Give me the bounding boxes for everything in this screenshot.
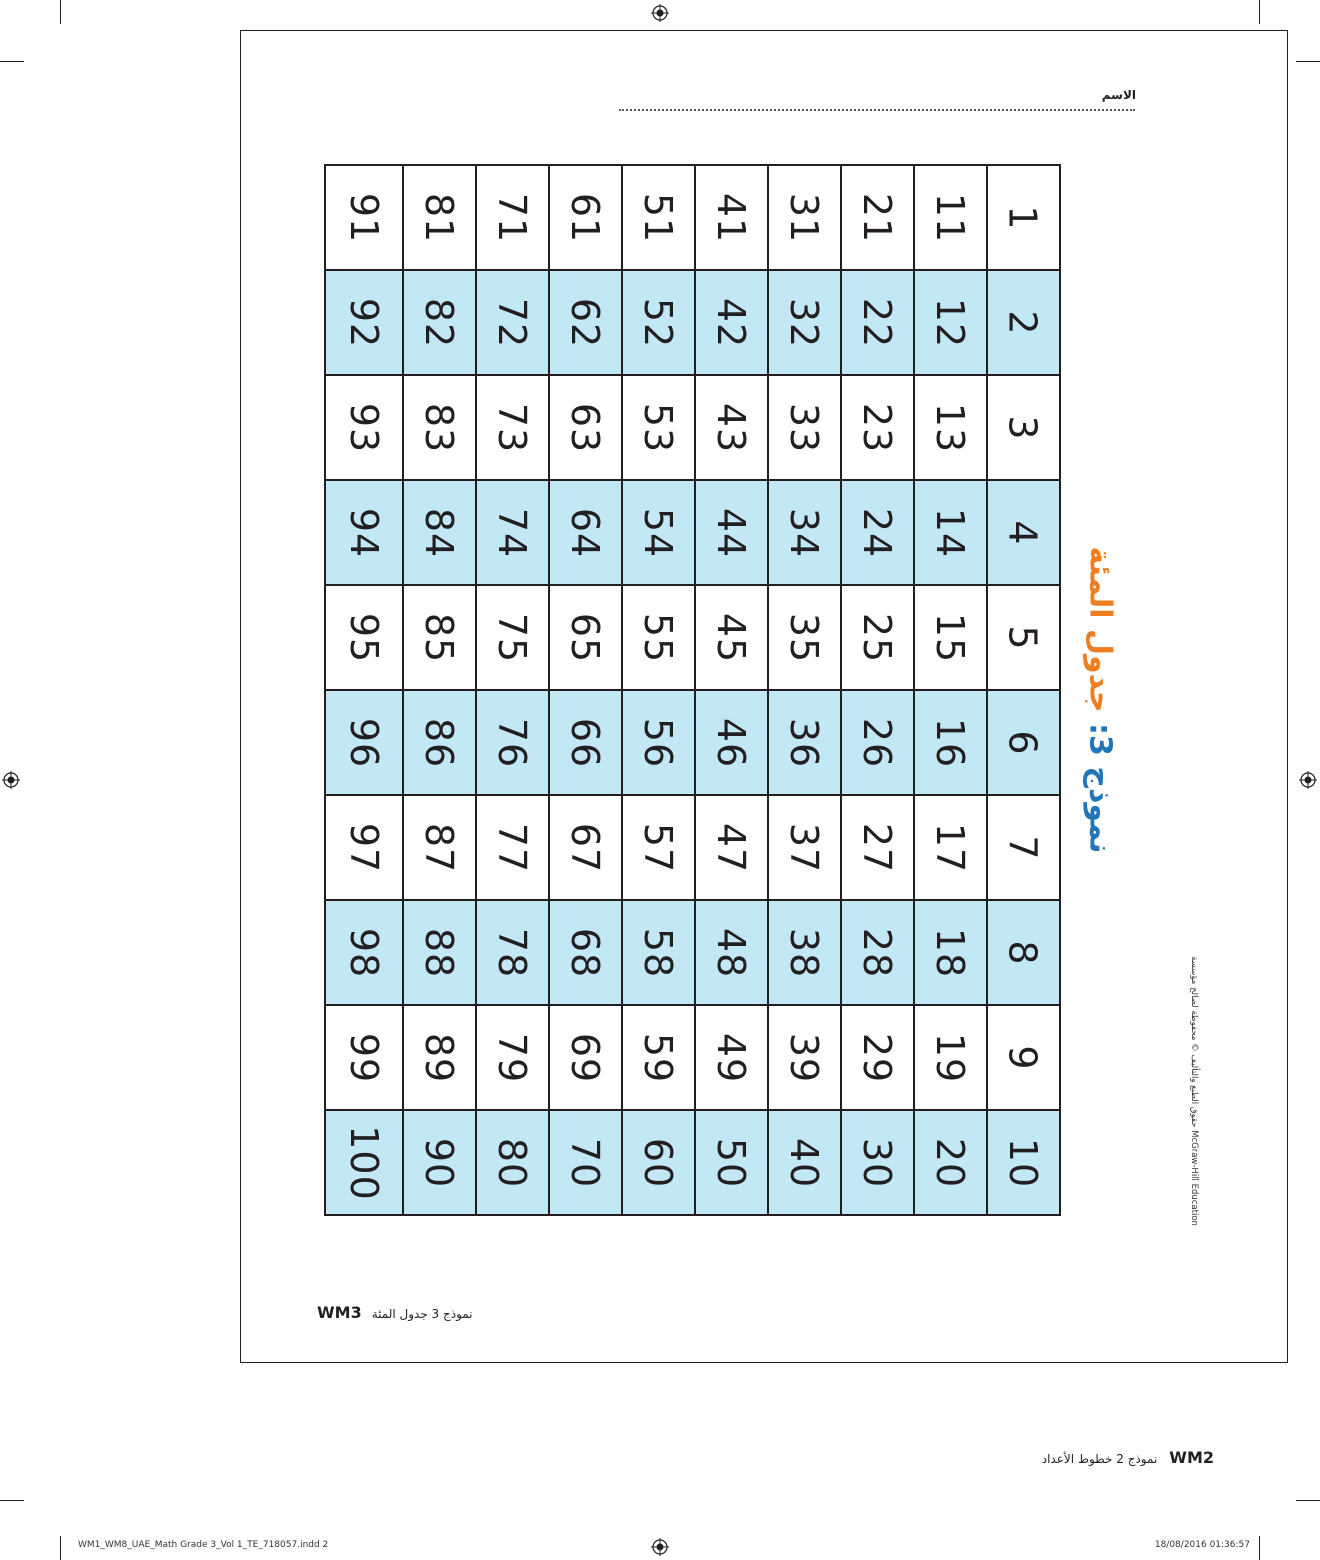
registration-mark-icon bbox=[2, 771, 20, 789]
grid-cell bbox=[476, 165, 549, 270]
grid-number: 83 bbox=[417, 402, 462, 453]
grid-number: 46 bbox=[709, 717, 754, 768]
grid-number: 57 bbox=[636, 822, 681, 873]
grid-number: 33 bbox=[782, 402, 827, 453]
grid-cell bbox=[476, 375, 549, 480]
registration-mark-icon bbox=[651, 1538, 669, 1556]
grid-number: 61 bbox=[563, 192, 608, 243]
grid-cell bbox=[695, 900, 768, 1005]
grid-number: 53 bbox=[636, 402, 681, 453]
grid-number: 94 bbox=[341, 507, 386, 558]
grid-cell bbox=[768, 900, 841, 1005]
grid-cell bbox=[768, 375, 841, 480]
grid-cell bbox=[695, 1110, 768, 1215]
grid-number: 90 bbox=[417, 1137, 462, 1188]
grid-number: 99 bbox=[341, 1032, 386, 1083]
grid-cell bbox=[549, 375, 622, 480]
grid-number: 64 bbox=[563, 507, 608, 558]
grid-number: 60 bbox=[636, 1137, 681, 1188]
grid-cell bbox=[768, 480, 841, 585]
grid-number: 70 bbox=[563, 1137, 608, 1188]
grid-cell bbox=[987, 165, 1060, 270]
grid-number: 52 bbox=[636, 297, 681, 348]
grid-cell bbox=[476, 1110, 549, 1215]
grid-cell bbox=[476, 900, 549, 1005]
grid-number: 51 bbox=[636, 192, 681, 243]
grid-number: 91 bbox=[341, 192, 386, 243]
crop-mark bbox=[0, 61, 24, 62]
grid-cell bbox=[325, 165, 403, 270]
grid-number: 25 bbox=[855, 612, 900, 663]
grid-number: 59 bbox=[636, 1032, 681, 1083]
grid-cell bbox=[325, 585, 403, 690]
grid-number: 43 bbox=[709, 402, 754, 453]
grid-cell bbox=[549, 1005, 622, 1110]
grid-number: 80 bbox=[490, 1137, 535, 1188]
grid-cell bbox=[549, 480, 622, 585]
grid-number: 5 bbox=[1001, 624, 1046, 651]
grid-cell bbox=[768, 795, 841, 900]
grid-cell bbox=[841, 270, 914, 375]
grid-cell bbox=[403, 690, 476, 795]
grid-row bbox=[325, 480, 1060, 585]
grid-number: 13 bbox=[928, 402, 973, 453]
grid-number: 29 bbox=[855, 1032, 900, 1083]
outer-page-footer-text: نموذج 2 خطوط الأعداد bbox=[1041, 1452, 1158, 1466]
grid-number: 36 bbox=[782, 717, 827, 768]
grid-number: 92 bbox=[341, 297, 386, 348]
grid-cell bbox=[403, 375, 476, 480]
grid-cell bbox=[549, 900, 622, 1005]
crop-mark bbox=[1296, 61, 1320, 62]
grid-number: 38 bbox=[782, 927, 827, 978]
grid-number: 31 bbox=[782, 192, 827, 243]
grid-cell bbox=[476, 1005, 549, 1110]
grid-cell bbox=[914, 1005, 987, 1110]
grid-cell bbox=[549, 165, 622, 270]
grid-cell bbox=[914, 375, 987, 480]
grid-number: 23 bbox=[855, 402, 900, 453]
grid-number: 66 bbox=[563, 717, 608, 768]
crop-mark bbox=[1259, 0, 1260, 24]
grid-cell bbox=[476, 585, 549, 690]
grid-cell bbox=[987, 375, 1060, 480]
outer-page-footer bbox=[1042, 1448, 1214, 1467]
grid-number: 28 bbox=[855, 927, 900, 978]
grid-cell bbox=[695, 480, 768, 585]
grid-number: 4 bbox=[1001, 519, 1046, 546]
grid-number: 3 bbox=[1001, 414, 1046, 441]
grid-number: 69 bbox=[563, 1032, 608, 1083]
grid-cell bbox=[914, 270, 987, 375]
grid-cell bbox=[549, 270, 622, 375]
grid-number: 35 bbox=[782, 612, 827, 663]
grid-number: 32 bbox=[782, 297, 827, 348]
grid-cell bbox=[403, 795, 476, 900]
title-name: جدول المئة bbox=[1082, 546, 1118, 713]
grid-number: 48 bbox=[709, 927, 754, 978]
grid-number: 20 bbox=[928, 1137, 973, 1188]
name-write-line[interactable] bbox=[619, 109, 1135, 111]
grid-cell bbox=[768, 585, 841, 690]
crop-mark bbox=[1259, 1536, 1260, 1560]
grid-number: 100 bbox=[341, 1124, 386, 1201]
grid-cell bbox=[325, 375, 403, 480]
inner-page-footer bbox=[317, 1303, 473, 1322]
grid-cell bbox=[987, 900, 1060, 1005]
grid-number: 39 bbox=[782, 1032, 827, 1083]
grid-cell bbox=[549, 795, 622, 900]
grid-number: 30 bbox=[855, 1137, 900, 1188]
grid-number: 7 bbox=[1001, 834, 1046, 861]
grid-cell bbox=[768, 1110, 841, 1215]
grid-cell bbox=[325, 690, 403, 795]
grid-number: 49 bbox=[709, 1032, 754, 1083]
grid-row bbox=[325, 585, 1060, 690]
grid-cell bbox=[914, 1110, 987, 1215]
grid-cell bbox=[403, 165, 476, 270]
grid-number: 9 bbox=[1001, 1044, 1046, 1071]
grid-cell bbox=[914, 690, 987, 795]
grid-number: 65 bbox=[563, 612, 608, 663]
grid-number: 11 bbox=[928, 192, 973, 243]
grid-cell bbox=[987, 480, 1060, 585]
grid-cell bbox=[768, 1005, 841, 1110]
grid-cell bbox=[914, 900, 987, 1005]
inner-page-code: WM3 bbox=[317, 1303, 362, 1322]
outer-page-code: WM2 bbox=[1169, 1448, 1214, 1467]
grid-number: 55 bbox=[636, 612, 681, 663]
name-label: الاسم bbox=[1101, 88, 1136, 102]
grid-number: 79 bbox=[490, 1032, 535, 1083]
grid-number: 76 bbox=[490, 717, 535, 768]
grid-number: 78 bbox=[490, 927, 535, 978]
grid-number: 89 bbox=[417, 1032, 462, 1083]
grid-number: 87 bbox=[417, 822, 462, 873]
grid-cell bbox=[914, 585, 987, 690]
crop-mark bbox=[0, 1500, 24, 1501]
crop-mark bbox=[60, 0, 61, 24]
grid-cell bbox=[622, 690, 695, 795]
grid-cell bbox=[768, 165, 841, 270]
crop-mark bbox=[60, 1536, 61, 1560]
grid-cell bbox=[622, 795, 695, 900]
grid-cell bbox=[476, 270, 549, 375]
grid-number: 72 bbox=[490, 297, 535, 348]
grid-cell bbox=[476, 480, 549, 585]
grid-number: 62 bbox=[563, 297, 608, 348]
grid-cell bbox=[549, 1110, 622, 1215]
grid-number: 96 bbox=[341, 717, 386, 768]
grid-number: 19 bbox=[928, 1032, 973, 1083]
grid-cell bbox=[325, 480, 403, 585]
grid-cell bbox=[622, 1005, 695, 1110]
grid-number: 97 bbox=[341, 822, 386, 873]
grid-row bbox=[325, 795, 1060, 900]
inner-page-footer-text: نموذج 3 جدول المئة bbox=[371, 1307, 473, 1321]
grid-cell bbox=[622, 480, 695, 585]
grid-cell bbox=[987, 690, 1060, 795]
grid-cell bbox=[841, 1005, 914, 1110]
grid-cell bbox=[325, 1005, 403, 1110]
grid-number: 68 bbox=[563, 927, 608, 978]
grid-number: 45 bbox=[709, 612, 754, 663]
grid-row bbox=[325, 270, 1060, 375]
grid-number: 12 bbox=[928, 297, 973, 348]
grid-cell bbox=[622, 585, 695, 690]
grid-number: 1 bbox=[1001, 204, 1046, 231]
grid-number: 44 bbox=[709, 507, 754, 558]
grid-number: 81 bbox=[417, 192, 462, 243]
grid-cell bbox=[695, 585, 768, 690]
grid-cell bbox=[403, 480, 476, 585]
grid-cell bbox=[325, 1110, 403, 1215]
grid-cell bbox=[987, 270, 1060, 375]
grid-number: 54 bbox=[636, 507, 681, 558]
grid-number: 63 bbox=[563, 402, 608, 453]
grid-cell bbox=[841, 900, 914, 1005]
grid-cell bbox=[622, 900, 695, 1005]
grid-cell bbox=[403, 585, 476, 690]
grid-cell bbox=[914, 165, 987, 270]
grid-number: 24 bbox=[855, 507, 900, 558]
hundred-chart bbox=[324, 164, 1061, 1216]
grid-number: 74 bbox=[490, 507, 535, 558]
grid-cell bbox=[841, 480, 914, 585]
grid-cell bbox=[841, 585, 914, 690]
crop-mark bbox=[1296, 1500, 1320, 1501]
grid-cell bbox=[695, 1005, 768, 1110]
grid-number: 93 bbox=[341, 402, 386, 453]
grid-row bbox=[325, 900, 1060, 1005]
grid-cell bbox=[914, 795, 987, 900]
grid-cell bbox=[987, 585, 1060, 690]
grid-cell bbox=[695, 690, 768, 795]
grid-number: 75 bbox=[490, 612, 535, 663]
grid-number: 10 bbox=[1001, 1137, 1046, 1188]
grid-number: 15 bbox=[928, 612, 973, 663]
grid-cell bbox=[403, 900, 476, 1005]
grid-number: 86 bbox=[417, 717, 462, 768]
grid-cell bbox=[325, 900, 403, 1005]
grid-cell bbox=[549, 585, 622, 690]
grid-number: 8 bbox=[1001, 939, 1046, 966]
grid-cell bbox=[622, 270, 695, 375]
grid-cell bbox=[622, 375, 695, 480]
grid-cell bbox=[622, 1110, 695, 1215]
grid-number: 56 bbox=[636, 717, 681, 768]
grid-number: 77 bbox=[490, 822, 535, 873]
registration-mark-icon bbox=[651, 4, 669, 22]
grid-number: 6 bbox=[1001, 729, 1046, 756]
grid-cell bbox=[768, 690, 841, 795]
grid-number: 95 bbox=[341, 612, 386, 663]
grid-number: 58 bbox=[636, 927, 681, 978]
grid-cell bbox=[622, 165, 695, 270]
grid-cell bbox=[841, 795, 914, 900]
grid-number: 40 bbox=[782, 1137, 827, 1188]
grid-cell bbox=[403, 270, 476, 375]
grid-cell bbox=[987, 795, 1060, 900]
grid-row bbox=[325, 1110, 1060, 1215]
grid-cell bbox=[476, 795, 549, 900]
grid-cell bbox=[987, 1110, 1060, 1215]
grid-number: 73 bbox=[490, 402, 535, 453]
grid-cell bbox=[403, 1005, 476, 1110]
grid-number: 84 bbox=[417, 507, 462, 558]
grid-row bbox=[325, 375, 1060, 480]
grid-number: 37 bbox=[782, 822, 827, 873]
grid-number: 27 bbox=[855, 822, 900, 873]
grid-cell bbox=[695, 375, 768, 480]
grid-cell bbox=[549, 690, 622, 795]
grid-cell bbox=[841, 375, 914, 480]
copyright-text: حقوق الطبع والتأليف © محفوظة لصالح مؤسسة McGraw-Hill Education bbox=[1189, 956, 1199, 1226]
grid-number: 82 bbox=[417, 297, 462, 348]
slug-file-name: WM1_WM8_UAE_Math Grade 3_Vol 1_TE_718057.indd 2 bbox=[78, 1540, 329, 1550]
registration-mark-icon bbox=[1299, 771, 1317, 789]
grid-number: 47 bbox=[709, 822, 754, 873]
grid-cell bbox=[695, 795, 768, 900]
grid-number: 98 bbox=[341, 927, 386, 978]
grid-number: 41 bbox=[709, 192, 754, 243]
grid-number: 17 bbox=[928, 822, 973, 873]
grid-cell bbox=[841, 690, 914, 795]
title-model-number: نموذج 3: bbox=[1082, 723, 1118, 854]
grid-number: 34 bbox=[782, 507, 827, 558]
grid-number: 67 bbox=[563, 822, 608, 873]
grid-number: 85 bbox=[417, 612, 462, 663]
grid-number: 88 bbox=[417, 927, 462, 978]
grid-cell bbox=[987, 1005, 1060, 1110]
grid-cell bbox=[325, 795, 403, 900]
grid-row bbox=[325, 165, 1060, 270]
grid-number: 42 bbox=[709, 297, 754, 348]
grid-number: 71 bbox=[490, 192, 535, 243]
grid-cell bbox=[768, 270, 841, 375]
grid-cell bbox=[695, 165, 768, 270]
grid-number: 16 bbox=[928, 717, 973, 768]
grid-number: 18 bbox=[928, 927, 973, 978]
grid-number: 26 bbox=[855, 717, 900, 768]
grid-row bbox=[325, 1005, 1060, 1110]
grid-number: 14 bbox=[928, 507, 973, 558]
grid-cell bbox=[841, 165, 914, 270]
grid-number: 2 bbox=[1001, 309, 1046, 336]
grid-cell bbox=[403, 1110, 476, 1215]
grid-number: 50 bbox=[709, 1137, 754, 1188]
grid-cell bbox=[914, 480, 987, 585]
grid-cell bbox=[841, 1110, 914, 1215]
grid-cell bbox=[476, 690, 549, 795]
slug-datetime: 18/08/2016 01:36:57 bbox=[1154, 1540, 1250, 1550]
grid-row bbox=[325, 690, 1060, 795]
grid-cell bbox=[325, 270, 403, 375]
grid-number: 21 bbox=[855, 192, 900, 243]
grid-number: 22 bbox=[855, 297, 900, 348]
grid-cell bbox=[695, 270, 768, 375]
